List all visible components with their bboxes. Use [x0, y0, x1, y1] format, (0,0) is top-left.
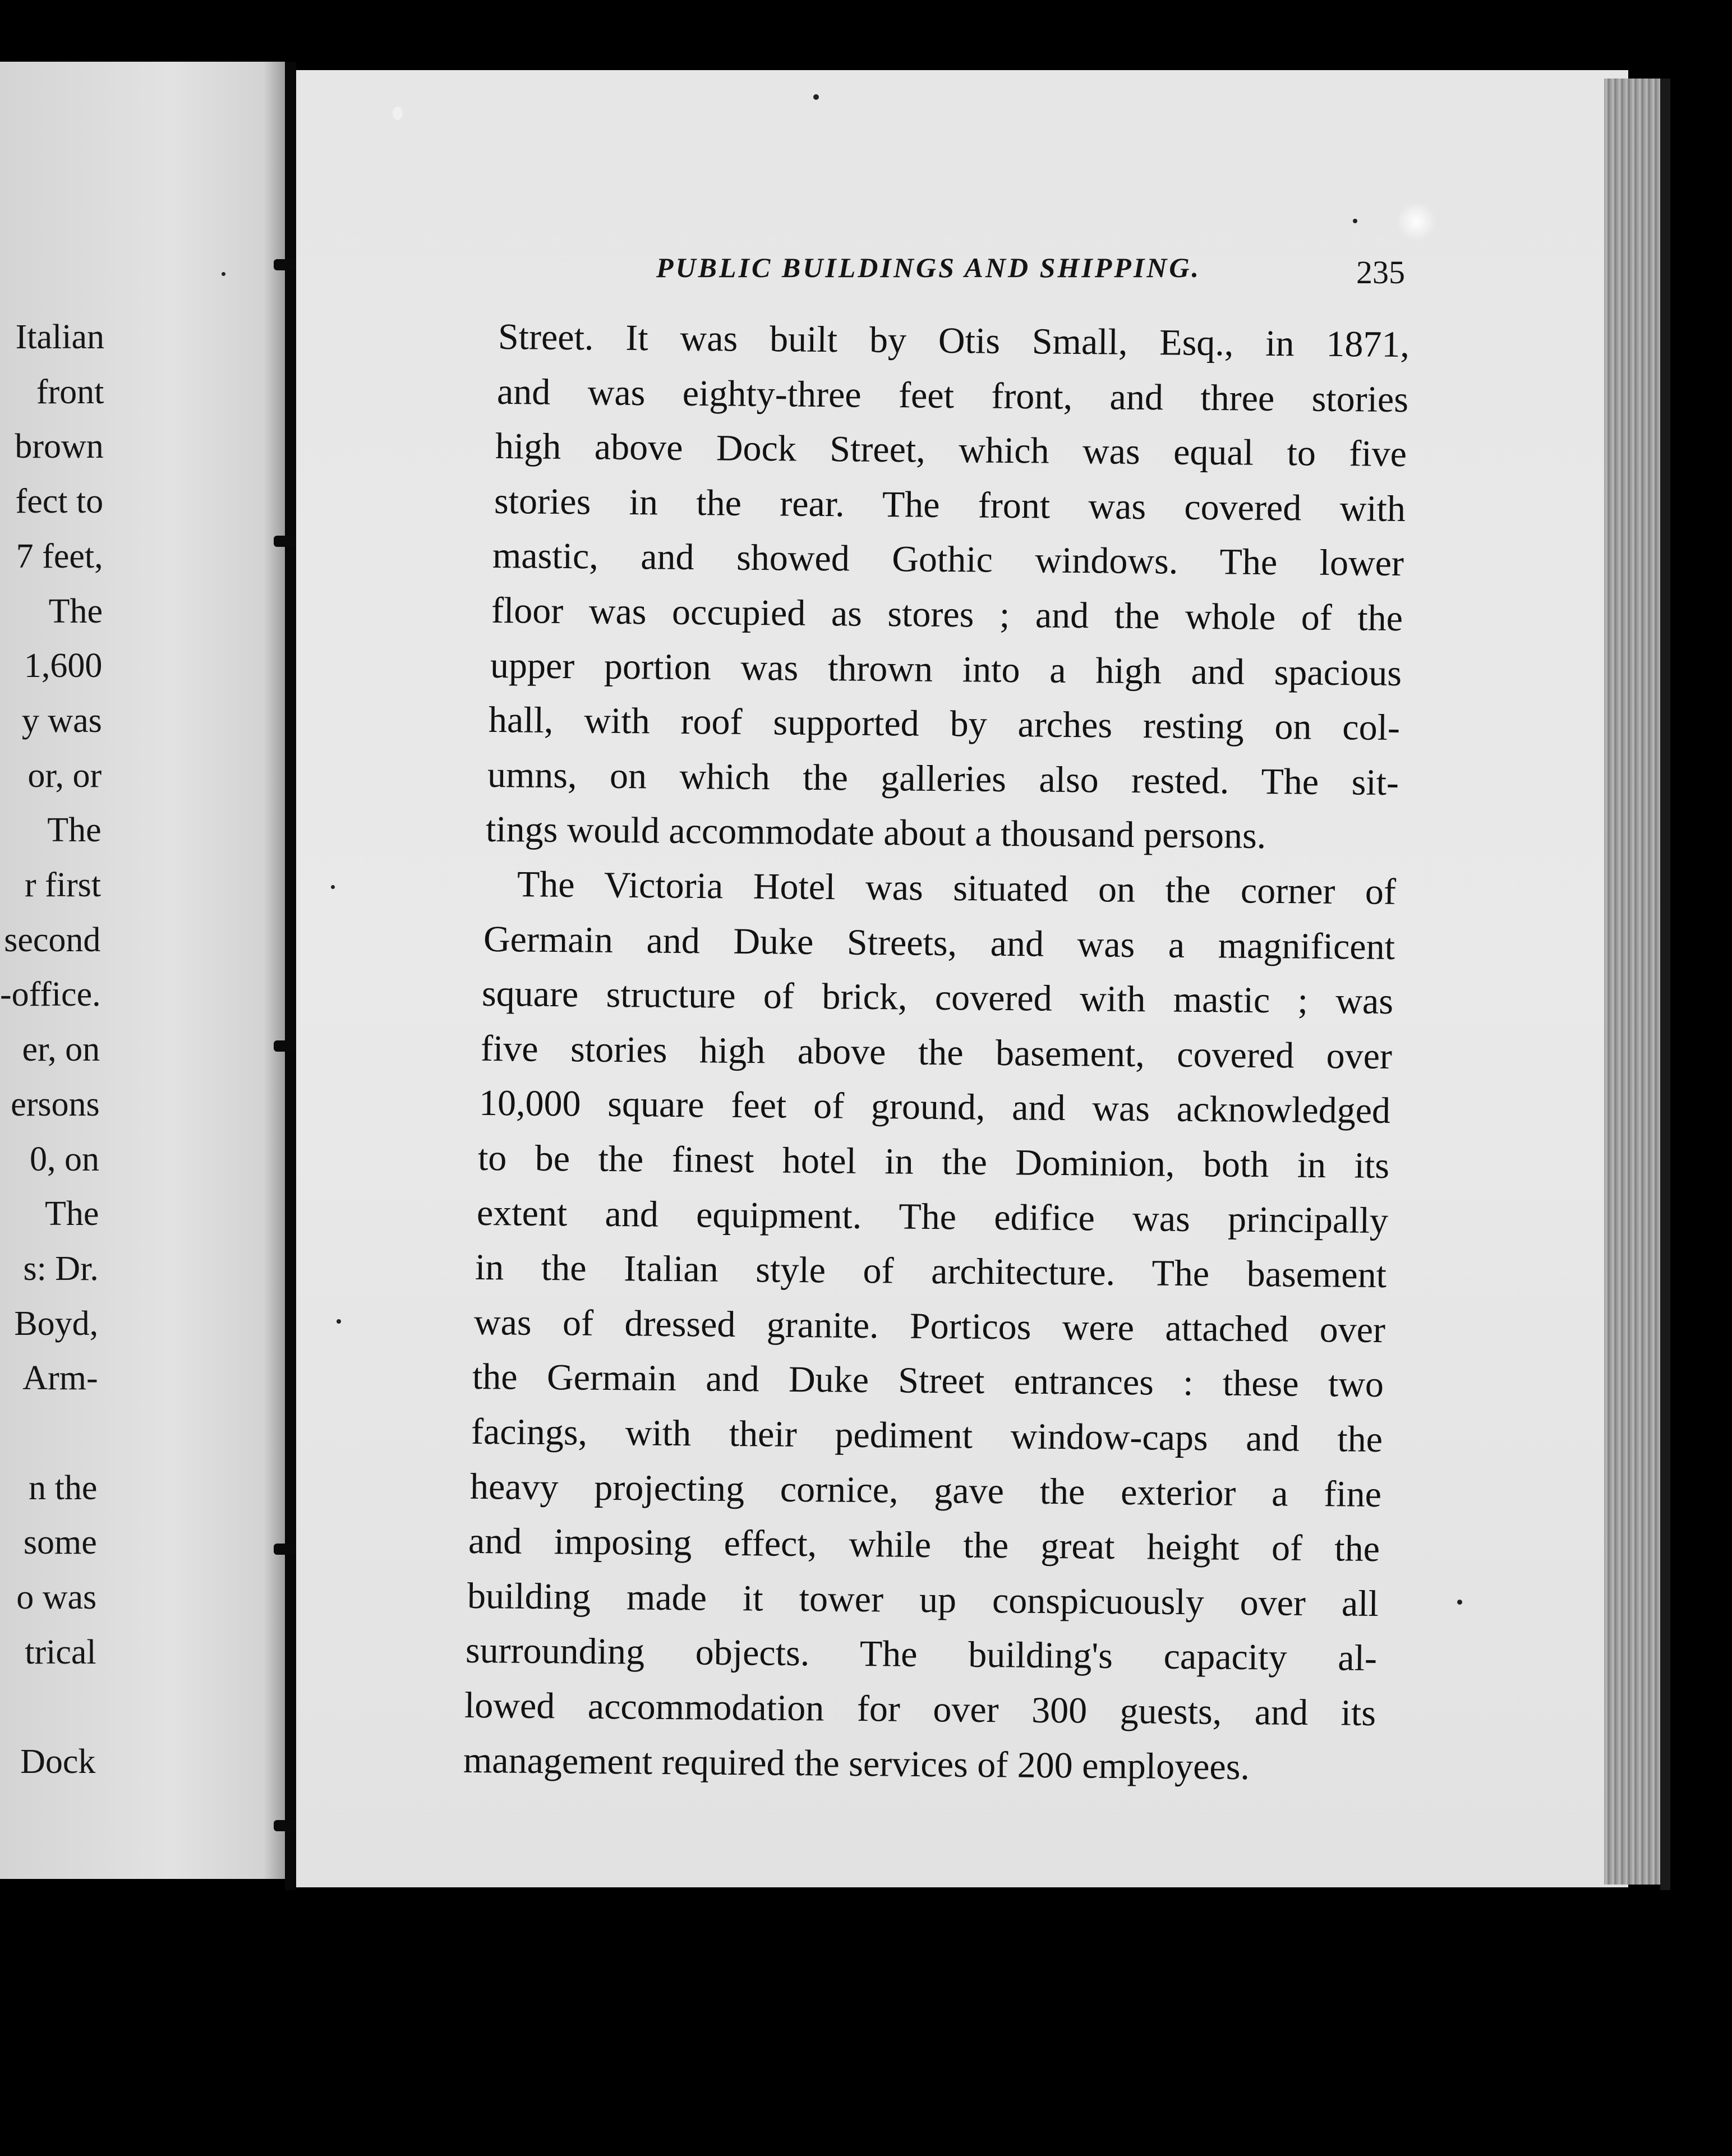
body-line: square structure of brick, covered with mastic ; was: [481, 973, 1394, 1022]
body-line: Germain and Duke Streets, and was a magnificent: [483, 918, 1395, 968]
left-page-line: Dock: [20, 1743, 96, 1781]
left-page-line: trical: [25, 1633, 96, 1671]
dust-speck: [222, 272, 225, 276]
page-number: 235: [1356, 254, 1405, 291]
body-line: five stories high above the basement, covered over: [480, 1028, 1393, 1077]
body-line: facings, with their pediment window-caps and the: [471, 1411, 1383, 1461]
running-head: PUBLIC BUILDINGS AND SHIPPING.: [656, 252, 1201, 283]
left-page-line: or, or: [27, 756, 102, 795]
left-page-line: Boyd,: [14, 1304, 99, 1343]
left-page-line: Italian: [15, 318, 104, 356]
left-page-line: r first: [24, 866, 101, 904]
body-line: to be the finest hotel in the Dominion, both in its: [477, 1137, 1390, 1187]
body-line: 10,000 square feet of ground, and was acknowledged: [479, 1082, 1391, 1132]
body-line: heavy projecting cornice, gave the exterior a fine: [469, 1466, 1381, 1515]
body-line: building made it tower up conspicuously over all: [467, 1575, 1379, 1624]
body-line: management required the services of 200 employees.: [463, 1739, 1250, 1788]
left-page-line: second: [4, 920, 101, 959]
body-line: mastic, and showed Gothic windows. The lower: [492, 535, 1404, 584]
dust-speck: [813, 94, 819, 100]
body-line: in the Italian style of architecture. The basement: [475, 1247, 1387, 1296]
body-line: tings would accommodate about a thousand persons.: [486, 809, 1266, 857]
dust-speck: [393, 107, 403, 120]
left-page-line: n the: [29, 1468, 98, 1507]
dust-speck: [1353, 219, 1357, 223]
body-line: Street. It was built by Otis Small, Esq., in 1871,: [498, 316, 1410, 366]
dust-speck: [331, 885, 335, 889]
body-line: and imposing effect, while the great height of the: [468, 1521, 1380, 1570]
left-page-line: The: [47, 811, 102, 850]
left-page-line: fect to: [15, 482, 104, 521]
body-line: extent and equipment. The edifice was principally: [476, 1192, 1388, 1241]
left-page-line: s: Dr.: [23, 1249, 99, 1288]
body-line: stories in the rear. The front was covered with: [494, 480, 1406, 529]
body-line: floor was occupied as stores ; and the whole of the: [491, 589, 1403, 639]
left-page-line: Arm-: [22, 1359, 98, 1398]
body-line: The Victoria Hotel was situated on the corner of: [517, 864, 1397, 913]
left-page-line: front: [36, 372, 104, 411]
left-page-line: 7 feet,: [16, 537, 103, 575]
body-line: hall, with roof supported by arches resting on col-: [488, 699, 1401, 749]
left-page-line: o was: [16, 1578, 97, 1617]
dust-speck: [337, 1319, 341, 1324]
body-line: surrounding objects. The building's capacity al-: [466, 1630, 1378, 1679]
body-line: high above Dock Street, which was equal to five: [495, 426, 1407, 475]
left-page-line: some: [23, 1523, 97, 1562]
left-page-line: y was: [21, 701, 102, 740]
left-page-line: The: [48, 592, 103, 630]
body-line: the Germain and Duke Street entrances : these two: [472, 1356, 1384, 1406]
left-page-line: 0, on: [30, 1140, 99, 1178]
left-page-line: ersons: [11, 1085, 100, 1123]
body-line: lowed accommodation for over 300 guests, and its: [464, 1684, 1376, 1734]
left-page-line: er, on: [22, 1030, 100, 1069]
left-page-line: -office.: [0, 975, 101, 1014]
body-line: umns, on which the galleries also rested. The sit-: [487, 754, 1399, 803]
left-page-line: The: [45, 1195, 99, 1233]
dust-speck: [1457, 1600, 1462, 1605]
body-line: was of dressed granite. Porticos were attached over: [473, 1301, 1386, 1351]
left-page-line: brown: [15, 427, 104, 466]
body-line: and was eighty-three feet front, and three stories: [496, 371, 1408, 420]
left-page-line: 1,600: [24, 647, 103, 685]
body-line: upper portion was thrown into a high and spacious: [490, 644, 1402, 694]
